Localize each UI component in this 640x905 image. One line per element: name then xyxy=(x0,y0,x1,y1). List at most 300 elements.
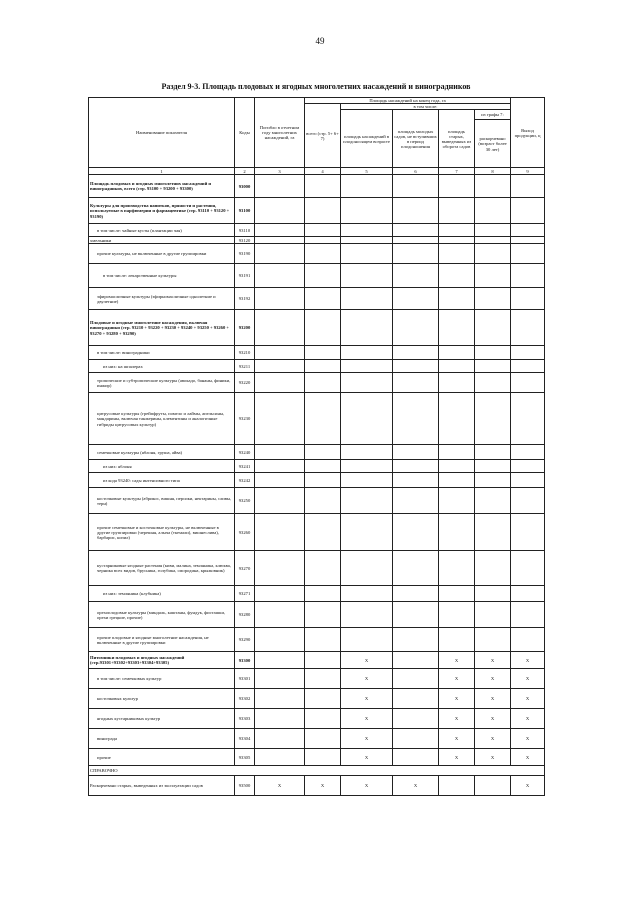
input-cell[interactable] xyxy=(305,373,341,393)
input-cell[interactable] xyxy=(393,393,439,445)
input-cell[interactable] xyxy=(341,346,393,360)
input-cell[interactable] xyxy=(475,393,511,445)
x-mark: X xyxy=(439,709,475,729)
header-young: площадь молодых садов, не вступивших в период плодоношения xyxy=(393,110,439,168)
input-cell[interactable] xyxy=(305,445,341,460)
input-cell[interactable] xyxy=(393,346,439,360)
row-name: семечковые культуры (яблоня, груша, айва) xyxy=(89,445,235,460)
input-cell[interactable] xyxy=(475,551,511,586)
input-cell[interactable] xyxy=(255,460,305,473)
table-row xyxy=(89,310,545,346)
header-fruiting: площадь насаждений в плодоносящем возрасте xyxy=(341,110,393,168)
input-cell[interactable] xyxy=(511,488,545,514)
input-cell[interactable] xyxy=(439,551,475,586)
input-cell[interactable] xyxy=(305,460,341,473)
column-number: 4 xyxy=(305,168,341,175)
x-mark: X xyxy=(439,669,475,689)
header-in-total: в том числе: xyxy=(341,104,511,110)
input-cell[interactable] xyxy=(255,669,305,689)
input-cell[interactable] xyxy=(341,628,393,652)
input-cell[interactable] xyxy=(511,393,545,445)
row-code: 93210 xyxy=(235,346,255,360)
row-name: Площадь плодовых и ягодных многолетних насаждений и виноградников, всего (стр. 93100 + 93200 + 93300) xyxy=(89,175,235,198)
row-code: 93190 xyxy=(235,244,255,264)
input-cell[interactable] xyxy=(475,586,511,602)
row-name: Питомники плодовых и ягодных насаждений (стр.93301+93302+93303+93304+93305) xyxy=(89,652,235,669)
input-cell[interactable] xyxy=(439,393,475,445)
input-cell[interactable] xyxy=(475,288,511,310)
x-mark: X xyxy=(439,729,475,749)
x-mark: X xyxy=(439,689,475,709)
table-row xyxy=(89,264,545,288)
input-cell[interactable] xyxy=(341,460,393,473)
header-total: всего (стр. 5+ 6+ 7) xyxy=(305,104,341,168)
input-cell[interactable] xyxy=(475,373,511,393)
input-cell[interactable] xyxy=(341,224,393,237)
input-cell[interactable] xyxy=(439,310,475,346)
input-cell[interactable] xyxy=(475,602,511,628)
input-cell[interactable] xyxy=(305,264,341,288)
input-cell[interactable] xyxy=(305,602,341,628)
row-code: 93304 xyxy=(235,729,255,749)
input-cell[interactable] xyxy=(341,488,393,514)
input-cell[interactable] xyxy=(305,488,341,514)
x-mark: X xyxy=(439,652,475,669)
input-cell[interactable] xyxy=(255,488,305,514)
input-cell[interactable] xyxy=(305,729,341,749)
input-cell[interactable] xyxy=(255,198,305,224)
input-cell[interactable] xyxy=(439,237,475,244)
input-cell[interactable] xyxy=(255,175,305,198)
header-died: Погибло в отчетном году многолетних насаждений, га xyxy=(255,98,305,168)
input-cell[interactable] xyxy=(393,175,439,198)
input-cell[interactable] xyxy=(341,288,393,310)
input-cell[interactable] xyxy=(255,586,305,602)
input-cell[interactable] xyxy=(305,198,341,224)
input-cell[interactable] xyxy=(393,689,439,709)
input-cell[interactable] xyxy=(475,264,511,288)
row-code: 93100 xyxy=(235,198,255,224)
input-cell[interactable] xyxy=(393,224,439,237)
table-row xyxy=(89,175,545,198)
column-number: 6 xyxy=(393,168,439,175)
row-name: винограда xyxy=(89,729,235,749)
row-name: хмельники xyxy=(89,237,235,244)
table-row xyxy=(89,346,545,360)
input-cell[interactable] xyxy=(439,373,475,393)
input-cell[interactable] xyxy=(305,346,341,360)
input-cell[interactable] xyxy=(511,198,545,224)
row-name: прочие семечковые и косточковые культуры, не включенные в другие группировки (черешня, алыча (ткемали), вишнеслива), барбарис, кизил) xyxy=(89,514,235,551)
input-cell[interactable] xyxy=(511,360,545,373)
row-name: прочие xyxy=(89,749,235,766)
input-cell[interactable] xyxy=(341,198,393,224)
input-cell[interactable] xyxy=(255,224,305,237)
input-cell[interactable] xyxy=(439,198,475,224)
input-cell[interactable] xyxy=(341,310,393,346)
input-cell[interactable] xyxy=(305,224,341,237)
input-cell[interactable] xyxy=(475,224,511,237)
table-row xyxy=(89,628,545,652)
input-cell[interactable] xyxy=(511,602,545,628)
input-cell[interactable] xyxy=(305,473,341,488)
table-row xyxy=(89,393,545,445)
x-mark: X xyxy=(255,776,305,796)
x-mark: X xyxy=(341,669,393,689)
row-code: 93211 xyxy=(235,360,255,373)
input-cell[interactable] xyxy=(393,488,439,514)
input-cell[interactable] xyxy=(255,514,305,551)
reference-label-row xyxy=(89,766,545,776)
input-cell[interactable] xyxy=(393,709,439,729)
row-code: 93200 xyxy=(235,310,255,346)
x-mark: X xyxy=(341,709,393,729)
input-cell[interactable] xyxy=(305,628,341,652)
input-cell[interactable] xyxy=(341,445,393,460)
input-cell[interactable] xyxy=(305,310,341,346)
row-code: 93301 xyxy=(235,669,255,689)
input-cell[interactable] xyxy=(439,360,475,373)
input-cell[interactable] xyxy=(305,669,341,689)
input-cell[interactable] xyxy=(475,198,511,224)
row-name: кустарниковые ягодные растения (киви, малина, земляника, клюква, черника всех видов, брусника, голубика, смородина, крыжовник) xyxy=(89,551,235,586)
x-mark: X xyxy=(439,749,475,766)
column-number: 7 xyxy=(439,168,475,175)
input-cell[interactable] xyxy=(439,473,475,488)
input-cell[interactable] xyxy=(393,373,439,393)
table-row xyxy=(89,488,545,514)
table-row xyxy=(89,689,545,709)
row-code: 93280 xyxy=(235,602,255,628)
input-cell[interactable] xyxy=(255,237,305,244)
input-cell[interactable] xyxy=(341,244,393,264)
row-name: в том числе: чайные кусты (плантации чая) xyxy=(89,224,235,237)
table-row xyxy=(89,602,545,628)
input-cell[interactable] xyxy=(511,514,545,551)
input-cell[interactable] xyxy=(341,473,393,488)
x-mark: X xyxy=(511,776,545,796)
input-cell[interactable] xyxy=(393,514,439,551)
page-number: 49 xyxy=(315,36,325,46)
row-code: 93290 xyxy=(235,628,255,652)
table-row xyxy=(89,224,545,237)
input-cell[interactable] xyxy=(475,310,511,346)
row-code: 93300 xyxy=(235,652,255,669)
input-cell[interactable] xyxy=(341,373,393,393)
row-code: 93242 xyxy=(235,473,255,488)
input-cell[interactable] xyxy=(511,237,545,244)
input-cell[interactable] xyxy=(255,602,305,628)
input-cell[interactable] xyxy=(255,310,305,346)
input-cell[interactable] xyxy=(255,445,305,460)
input-cell[interactable] xyxy=(475,628,511,652)
input-cell[interactable] xyxy=(255,360,305,373)
input-cell[interactable] xyxy=(511,460,545,473)
header-code: Коды xyxy=(235,98,255,168)
input-cell[interactable] xyxy=(475,460,511,473)
input-cell[interactable] xyxy=(439,175,475,198)
x-mark: X xyxy=(393,776,439,796)
input-cell[interactable] xyxy=(305,514,341,551)
x-mark: X xyxy=(341,689,393,709)
table-row xyxy=(89,776,545,796)
input-cell[interactable] xyxy=(305,689,341,709)
row-code: 93191 xyxy=(235,264,255,288)
table-row xyxy=(89,373,545,393)
input-cell[interactable] xyxy=(341,514,393,551)
column-number: 9 xyxy=(511,168,545,175)
row-name: из них: земляника (клубника) xyxy=(89,586,235,602)
input-cell[interactable] xyxy=(255,709,305,729)
table-body xyxy=(89,168,545,796)
reference-label: СПРАВОЧНО xyxy=(89,766,545,776)
input-cell[interactable] xyxy=(393,237,439,244)
row-code: 93220 xyxy=(235,373,255,393)
input-cell[interactable] xyxy=(439,346,475,360)
input-cell[interactable] xyxy=(393,669,439,689)
input-cell[interactable] xyxy=(511,628,545,652)
table-row xyxy=(89,514,545,551)
input-cell[interactable] xyxy=(305,175,341,198)
input-cell[interactable] xyxy=(341,237,393,244)
input-cell[interactable] xyxy=(305,709,341,729)
row-name: Культуры для производства напитков, пряности и растения, используемые в парфюмерии и фармацевтике (стр. 93110 + 93120 + 93190) xyxy=(89,198,235,224)
row-name: из них: на шпалерах xyxy=(89,360,235,373)
input-cell[interactable] xyxy=(393,360,439,373)
input-cell[interactable] xyxy=(305,360,341,373)
input-cell[interactable] xyxy=(475,776,511,796)
input-cell[interactable] xyxy=(511,288,545,310)
input-cell[interactable] xyxy=(393,460,439,473)
input-cell[interactable] xyxy=(511,310,545,346)
input-cell[interactable] xyxy=(341,551,393,586)
column-number: 2 xyxy=(235,168,255,175)
input-cell[interactable] xyxy=(511,373,545,393)
column-number: 1 xyxy=(89,168,235,175)
input-cell[interactable] xyxy=(393,244,439,264)
row-name: в том числе: семечковых культур xyxy=(89,669,235,689)
input-cell[interactable] xyxy=(393,288,439,310)
input-cell[interactable] xyxy=(255,264,305,288)
header-of-col7: из графы 7: xyxy=(475,110,511,120)
x-mark: X xyxy=(511,709,545,729)
input-cell[interactable] xyxy=(255,551,305,586)
input-cell[interactable] xyxy=(439,460,475,473)
row-name: цитрусовые культуры (грейпфруты, помело и лаймы, апельсины, мандарины, включая танжерины, клементины и аналогичные гибриды цитрусовых культур) xyxy=(89,393,235,445)
header-old: площадь старых, выведенных из оборота садов xyxy=(439,110,475,168)
input-cell[interactable] xyxy=(511,346,545,360)
table-row xyxy=(89,198,545,224)
input-cell[interactable] xyxy=(511,473,545,488)
row-code: 93192 xyxy=(235,288,255,310)
column-number-row xyxy=(89,168,545,175)
input-cell[interactable] xyxy=(393,310,439,346)
input-cell[interactable] xyxy=(393,628,439,652)
input-cell[interactable] xyxy=(439,488,475,514)
row-name: в том числе: виноградники xyxy=(89,346,235,360)
input-cell[interactable] xyxy=(475,244,511,264)
table-row xyxy=(89,652,545,669)
input-cell[interactable] xyxy=(305,749,341,766)
x-mark: X xyxy=(305,776,341,796)
x-mark: X xyxy=(475,652,511,669)
input-cell[interactable] xyxy=(255,729,305,749)
x-mark: X xyxy=(475,729,511,749)
row-name: Раскорчевано старых, выведенных из эксплуатации садов xyxy=(89,776,235,796)
input-cell[interactable] xyxy=(393,729,439,749)
input-cell[interactable] xyxy=(305,393,341,445)
input-cell[interactable] xyxy=(475,360,511,373)
input-cell[interactable] xyxy=(475,175,511,198)
row-name: косточковых культур xyxy=(89,689,235,709)
column-number: 3 xyxy=(255,168,305,175)
input-cell[interactable] xyxy=(439,514,475,551)
table-row xyxy=(89,551,545,586)
x-mark: X xyxy=(475,669,511,689)
table-row xyxy=(89,709,545,729)
input-cell[interactable] xyxy=(439,244,475,264)
input-cell[interactable] xyxy=(393,586,439,602)
table-row xyxy=(89,460,545,473)
x-mark: X xyxy=(475,709,511,729)
row-code: 93271 xyxy=(235,586,255,602)
x-mark: X xyxy=(511,652,545,669)
input-cell[interactable] xyxy=(393,264,439,288)
row-name: орехоплодовые культуры (миндаль, каштаны, фундук, фисташки, орехи грецкие, прочие) xyxy=(89,602,235,628)
input-cell[interactable] xyxy=(511,551,545,586)
input-cell[interactable] xyxy=(511,175,545,198)
x-mark: X xyxy=(341,729,393,749)
input-cell[interactable] xyxy=(393,652,439,669)
input-cell[interactable] xyxy=(393,602,439,628)
input-cell[interactable] xyxy=(255,473,305,488)
input-cell[interactable] xyxy=(439,288,475,310)
input-cell[interactable] xyxy=(393,551,439,586)
input-cell[interactable] xyxy=(255,749,305,766)
input-cell[interactable] xyxy=(475,445,511,460)
input-cell[interactable] xyxy=(393,445,439,460)
row-code: 93240 xyxy=(235,445,255,460)
row-code: 93302 xyxy=(235,689,255,709)
input-cell[interactable] xyxy=(255,346,305,360)
row-name: в том числе: лекарственные культуры xyxy=(89,264,235,288)
input-cell[interactable] xyxy=(305,652,341,669)
input-cell[interactable] xyxy=(255,628,305,652)
input-cell[interactable] xyxy=(439,586,475,602)
row-code: 93230 xyxy=(235,393,255,445)
table-row xyxy=(89,669,545,689)
input-cell[interactable] xyxy=(305,244,341,264)
table-row xyxy=(89,749,545,766)
input-cell[interactable] xyxy=(305,237,341,244)
input-cell[interactable] xyxy=(511,264,545,288)
row-code: 93270 xyxy=(235,551,255,586)
table-row xyxy=(89,237,545,244)
x-mark: X xyxy=(511,749,545,766)
row-name: прочие плодовые и ягодные многолетние насаждения, не включенные в другие группировки xyxy=(89,628,235,652)
input-cell[interactable] xyxy=(255,244,305,264)
input-cell[interactable] xyxy=(511,586,545,602)
input-cell[interactable] xyxy=(305,551,341,586)
table-row xyxy=(89,244,545,264)
x-mark: X xyxy=(475,749,511,766)
row-name: косточковые культуры (абрикос, вишня, персики, нектарины, сливы, терн) xyxy=(89,488,235,514)
input-cell[interactable] xyxy=(255,393,305,445)
input-cell[interactable] xyxy=(511,244,545,264)
input-cell[interactable] xyxy=(475,237,511,244)
x-mark: X xyxy=(341,749,393,766)
table-row xyxy=(89,360,545,373)
input-cell[interactable] xyxy=(393,749,439,766)
input-cell[interactable] xyxy=(439,264,475,288)
table-row xyxy=(89,473,545,488)
column-number: 8 xyxy=(475,168,511,175)
row-code: 93500 xyxy=(235,776,255,796)
row-code: 93303 xyxy=(235,709,255,729)
input-cell[interactable] xyxy=(393,473,439,488)
row-name: ягодных кустарниковых культур xyxy=(89,709,235,729)
input-cell[interactable] xyxy=(341,360,393,373)
input-cell[interactable] xyxy=(439,776,475,796)
header-area-group: Площадь насаждений на конец года, га xyxy=(305,98,511,104)
row-name: эфиромасличные культуры (эфирномасличные однолетние и двулетние) xyxy=(89,288,235,310)
column-number: 5 xyxy=(341,168,393,175)
input-cell[interactable] xyxy=(439,628,475,652)
input-cell[interactable] xyxy=(439,445,475,460)
table-row xyxy=(89,586,545,602)
input-cell[interactable] xyxy=(255,288,305,310)
row-code: 93110 xyxy=(235,224,255,237)
input-cell[interactable] xyxy=(341,586,393,602)
input-cell[interactable] xyxy=(475,473,511,488)
header-yield: Выход продукции, ц xyxy=(511,98,545,168)
x-mark: X xyxy=(511,669,545,689)
row-code: 93120 xyxy=(235,237,255,244)
header-uprooting: раскорчевано (возраст более 30 лет) xyxy=(475,120,511,168)
input-cell[interactable] xyxy=(475,514,511,551)
input-cell[interactable] xyxy=(511,224,545,237)
table-row xyxy=(89,729,545,749)
area-table xyxy=(88,97,545,796)
input-cell[interactable] xyxy=(393,198,439,224)
row-name: прочие культуры, не включенные в другие группировки xyxy=(89,244,235,264)
input-cell[interactable] xyxy=(341,264,393,288)
table-row xyxy=(89,288,545,310)
input-cell[interactable] xyxy=(475,488,511,514)
input-cell[interactable] xyxy=(255,373,305,393)
input-cell[interactable] xyxy=(305,586,341,602)
input-cell[interactable] xyxy=(341,602,393,628)
input-cell[interactable] xyxy=(341,393,393,445)
section-title: Раздел 9-3. Площадь плодовых и ягодных многолетних насаждений и виноградников xyxy=(161,82,471,91)
input-cell[interactable] xyxy=(439,224,475,237)
x-mark: X xyxy=(511,729,545,749)
row-code: 93260 xyxy=(235,514,255,551)
x-mark: X xyxy=(341,652,393,669)
input-cell[interactable] xyxy=(475,346,511,360)
input-cell[interactable] xyxy=(439,602,475,628)
input-cell[interactable] xyxy=(305,288,341,310)
input-cell[interactable] xyxy=(255,652,305,669)
input-cell[interactable] xyxy=(341,175,393,198)
input-cell[interactable] xyxy=(255,689,305,709)
row-name: из кода 93240: сады интенсивного типа xyxy=(89,473,235,488)
table-row xyxy=(89,445,545,460)
row-code: 93241 xyxy=(235,460,255,473)
x-mark: X xyxy=(511,689,545,709)
row-name: из них: яблоня xyxy=(89,460,235,473)
input-cell[interactable] xyxy=(511,445,545,460)
